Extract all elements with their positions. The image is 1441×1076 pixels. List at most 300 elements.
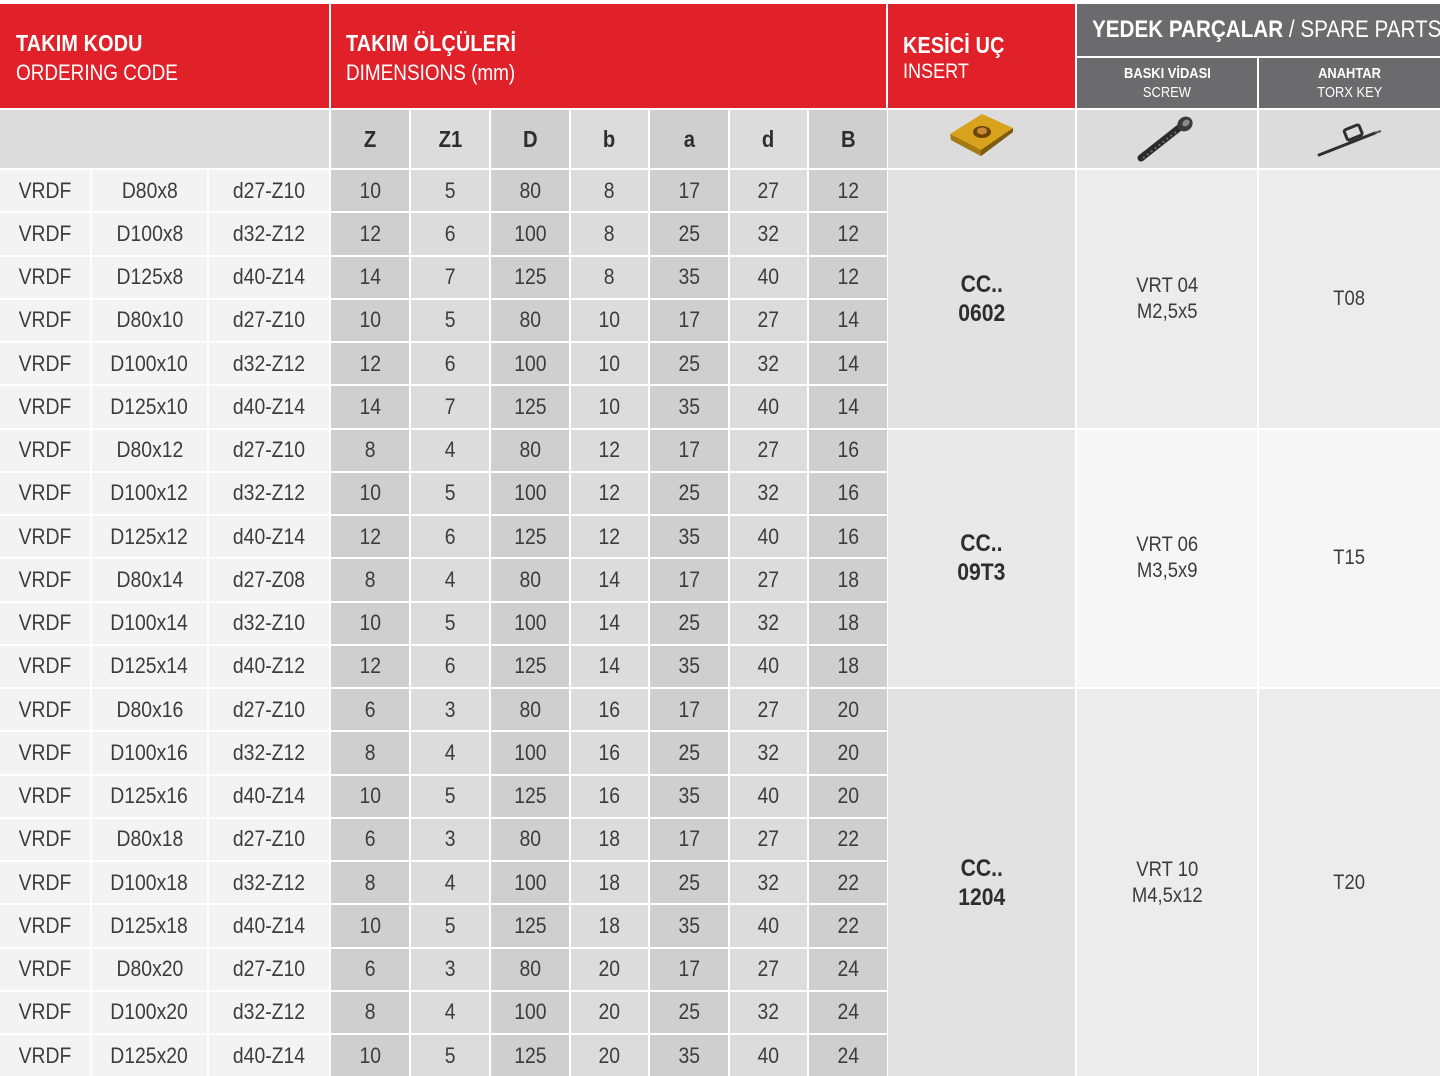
cell-value: D80x16 (116, 696, 183, 722)
cell-value: 125 (513, 393, 547, 419)
bore-teeth-cell (209, 732, 329, 773)
b-cell (571, 473, 648, 514)
cell-value: 16 (598, 783, 621, 809)
cell-value: D125x20 (110, 1042, 189, 1068)
cell-value: D80x8 (121, 177, 178, 203)
cell-value: 8 (364, 869, 376, 895)
d-upper-cell (491, 862, 569, 903)
a-cell (650, 603, 728, 644)
cell-value: d40-Z14 (232, 1042, 306, 1068)
cell-value: 8 (364, 999, 376, 1025)
a-cell (650, 689, 728, 730)
a-cell (650, 819, 728, 860)
cell-value: 35 (678, 523, 700, 549)
z-cell (331, 257, 409, 298)
cell-value: 100 (513, 999, 547, 1025)
d-lower-cell (730, 257, 807, 298)
cell-value: 4 (444, 999, 456, 1025)
cell-value: 125 (513, 523, 547, 549)
b-cell (571, 992, 648, 1033)
cell-value: 12 (359, 220, 381, 246)
b-upper-cell (809, 905, 887, 946)
cell-value: 5 (444, 783, 456, 809)
cell-value: 16 (598, 739, 621, 765)
diameter-cell (92, 257, 207, 298)
cell-value: D80x14 (116, 566, 183, 592)
cell-value: 17 (678, 696, 700, 722)
cell-value: 24 (837, 956, 859, 982)
cell-value: 10 (359, 783, 381, 809)
screw-icon-cell (1077, 110, 1257, 168)
cell-value: D125x16 (110, 783, 189, 809)
cell-value: 12 (837, 264, 859, 290)
ordering-code-blank-header (0, 110, 329, 168)
a-cell (650, 300, 728, 341)
insert-code-line-1: CC.. (960, 530, 1003, 558)
cell-value: d32-Z12 (232, 739, 306, 765)
cell-value: 25 (678, 869, 700, 895)
cell-value: 12 (598, 523, 621, 549)
series-cell (0, 776, 90, 817)
screw-code-line-1: VRT 06 (1136, 533, 1198, 557)
bore-teeth-cell (209, 559, 329, 600)
insert-header (888, 4, 1075, 108)
bore-teeth-cell (209, 516, 329, 557)
screw-title: BASKI VİDASI (1123, 65, 1211, 82)
cell-value: 35 (678, 393, 700, 419)
d-lower-cell (730, 516, 807, 557)
screw-header (1077, 58, 1257, 108)
cell-value: 22 (837, 869, 859, 895)
cell-value: VRDF (18, 999, 72, 1025)
a-cell (650, 992, 728, 1033)
screw-code-line-2: M4,5x12 (1131, 883, 1203, 907)
cell-value: 18 (837, 653, 859, 679)
diameter-cell (92, 430, 207, 471)
z-cell (331, 516, 409, 557)
cell-value: 40 (757, 912, 780, 938)
d-upper-cell (491, 603, 569, 644)
cell-value: 25 (678, 480, 700, 506)
z1-cell (411, 343, 489, 384)
d-upper-cell (491, 473, 569, 514)
d-upper-cell (491, 905, 569, 946)
cell-value: VRDF (18, 264, 72, 290)
d-lower-cell (730, 386, 807, 427)
z1-cell (411, 776, 489, 817)
column-header-label: Z (363, 125, 377, 152)
cell-value: 25 (678, 739, 700, 765)
cell-value: 80 (519, 696, 541, 722)
cell-value: VRDF (18, 566, 72, 592)
cell-value: d27-Z10 (232, 437, 306, 463)
insert-code-line-1: CC.. (960, 854, 1003, 882)
bore-teeth-cell (209, 1035, 329, 1076)
insert-code-line-2: 09T3 (957, 559, 1006, 587)
a-cell (650, 430, 728, 471)
cell-value: 20 (598, 999, 621, 1025)
diameter-cell (92, 603, 207, 644)
cell-value: 6 (364, 826, 376, 852)
a-cell (650, 732, 728, 773)
cell-value: D100x14 (110, 610, 189, 636)
cell-value: D80x12 (116, 437, 183, 463)
cell-value: D125x14 (110, 653, 189, 679)
cell-value: VRDF (18, 437, 72, 463)
z-cell (331, 300, 409, 341)
cell-value: 16 (598, 696, 621, 722)
column-header-label: Z1 (438, 125, 462, 152)
cell-value: 10 (359, 307, 381, 333)
cell-value: 5 (444, 307, 456, 333)
cell-value: 32 (757, 999, 780, 1025)
bore-teeth-cell (209, 862, 329, 903)
column-header-z1 (411, 110, 489, 168)
a-cell (650, 343, 728, 384)
diameter-cell (92, 905, 207, 946)
insert-title: KESİCİ UÇ (903, 32, 1005, 58)
z1-cell (411, 257, 489, 298)
b-cell (571, 430, 648, 471)
cell-value: d27-Z08 (232, 566, 306, 592)
cell-value: 125 (513, 912, 547, 938)
a-cell (650, 949, 728, 990)
diameter-cell (92, 646, 207, 687)
d-lower-cell (730, 819, 807, 860)
a-cell (650, 473, 728, 514)
cell-value: 80 (519, 826, 541, 852)
cell-value: D125x10 (110, 393, 189, 419)
cell-value: 10 (359, 912, 381, 938)
diameter-cell (92, 992, 207, 1033)
z1-cell (411, 603, 489, 644)
screw-group-cell (1077, 430, 1257, 688)
series-cell (0, 516, 90, 557)
cell-value: 4 (444, 566, 456, 592)
diameter-cell (92, 386, 207, 427)
cell-value: 125 (513, 653, 547, 679)
cell-value: 8 (604, 177, 615, 203)
z1-cell (411, 1035, 489, 1076)
cell-value: 18 (598, 826, 621, 852)
cell-value: 17 (678, 307, 700, 333)
d-upper-cell (491, 992, 569, 1033)
b-cell (571, 257, 648, 298)
cell-value: 6 (364, 956, 376, 982)
cell-value: 12 (598, 437, 621, 463)
series-cell (0, 386, 90, 427)
d-upper-cell (491, 559, 569, 600)
z-cell (331, 430, 409, 471)
spare-parts-separator: / (1283, 16, 1301, 43)
cell-value: 16 (837, 437, 859, 463)
b-upper-cell (809, 732, 887, 773)
d-upper-cell (491, 689, 569, 730)
cell-value: 3 (444, 956, 456, 982)
bore-teeth-cell (209, 343, 329, 384)
series-cell (0, 862, 90, 903)
series-cell (0, 257, 90, 298)
insert-code (958, 854, 1005, 912)
b-upper-cell (809, 300, 887, 341)
cell-value: 18 (837, 610, 859, 636)
key-title: ANAHTAR (1318, 65, 1381, 82)
cell-value: VRDF (18, 480, 72, 506)
z-cell (331, 819, 409, 860)
cell-value: 3 (444, 696, 456, 722)
cell-value: 27 (757, 177, 780, 203)
diameter-cell (92, 1035, 207, 1076)
insert-group-cell (888, 170, 1075, 428)
cell-value: 40 (757, 393, 780, 419)
ordering-code-header (0, 4, 329, 108)
d-lower-cell (730, 862, 807, 903)
cell-value: d32-Z12 (232, 220, 306, 246)
key-group-cell (1259, 170, 1440, 428)
cell-value: 6 (364, 696, 376, 722)
cell-value: 10 (598, 393, 621, 419)
cell-value: d32-Z12 (232, 480, 306, 506)
dimensions-header (331, 4, 886, 108)
cell-value: 4 (444, 739, 456, 765)
cell-value: 5 (444, 610, 456, 636)
cell-value: 40 (757, 783, 780, 809)
d-upper-cell (491, 257, 569, 298)
key-code: T08 (1333, 286, 1366, 310)
cell-value: 17 (678, 826, 700, 852)
cell-value: 16 (837, 523, 859, 549)
d-upper-cell (491, 1035, 569, 1076)
z-cell (331, 170, 409, 211)
series-cell (0, 992, 90, 1033)
d-lower-cell (730, 646, 807, 687)
series-cell (0, 213, 90, 254)
bore-teeth-cell (209, 949, 329, 990)
d-lower-cell (730, 603, 807, 644)
d-lower-cell (730, 343, 807, 384)
series-cell (0, 689, 90, 730)
cell-value: 14 (598, 566, 621, 592)
key-group-cell (1259, 430, 1440, 688)
cell-value: 16 (837, 480, 859, 506)
b-cell (571, 300, 648, 341)
cell-value: 40 (757, 523, 780, 549)
a-cell (650, 862, 728, 903)
cell-value: VRDF (18, 1042, 72, 1068)
d-lower-cell (730, 689, 807, 730)
torx-key-icon (1315, 119, 1385, 159)
diameter-cell (92, 819, 207, 860)
diameter-cell (92, 516, 207, 557)
cell-value: 20 (837, 696, 859, 722)
d-upper-cell (491, 213, 569, 254)
d-upper-cell (491, 300, 569, 341)
d-upper-cell (491, 430, 569, 471)
z-cell (331, 343, 409, 384)
cell-value: 27 (757, 566, 780, 592)
cell-value: D80x20 (116, 956, 183, 982)
column-header-label: D (522, 125, 538, 152)
cell-value: 40 (757, 653, 780, 679)
cell-value: 35 (678, 653, 700, 679)
d-upper-cell (491, 516, 569, 557)
diameter-cell (92, 300, 207, 341)
screw-code-line-2: M2,5x5 (1136, 299, 1198, 323)
b-cell (571, 213, 648, 254)
b-cell (571, 386, 648, 427)
b-upper-cell (809, 257, 887, 298)
cell-value: 10 (598, 350, 621, 376)
z-cell (331, 862, 409, 903)
diameter-cell (92, 559, 207, 600)
series-cell (0, 473, 90, 514)
ordering-code-subtitle: ORDERING CODE (16, 60, 178, 85)
cell-value: 18 (598, 912, 621, 938)
column-header-z (331, 110, 409, 168)
insert-code-line-2: 1204 (958, 883, 1005, 911)
z1-cell (411, 646, 489, 687)
screw-code-line-1: VRT 10 (1135, 857, 1198, 881)
b-upper-cell (809, 949, 887, 990)
d-lower-cell (730, 559, 807, 600)
cell-value: VRDF (18, 350, 72, 376)
z-cell (331, 776, 409, 817)
cell-value: 5 (444, 1042, 456, 1068)
cell-value: 27 (757, 696, 780, 722)
bore-teeth-cell (209, 170, 329, 211)
bore-teeth-cell (209, 257, 329, 298)
cell-value: 20 (598, 1042, 621, 1068)
d-lower-cell (730, 430, 807, 471)
b-upper-cell (809, 170, 887, 211)
a-cell (650, 905, 728, 946)
bore-teeth-cell (209, 819, 329, 860)
cell-value: d40-Z14 (232, 393, 306, 419)
cell-value: VRDF (18, 653, 72, 679)
spare-parts-subtitle: SPARE PARTS (1300, 16, 1441, 43)
d-upper-cell (491, 776, 569, 817)
screw-icon (1135, 114, 1199, 164)
d-lower-cell (730, 213, 807, 254)
cell-value: 6 (444, 653, 456, 679)
z-cell (331, 603, 409, 644)
cell-value: 5 (444, 480, 456, 506)
d-upper-cell (491, 819, 569, 860)
series-cell (0, 732, 90, 773)
screw-code (1136, 273, 1198, 325)
z1-cell (411, 819, 489, 860)
key-code: T20 (1333, 870, 1366, 894)
cell-value: 32 (757, 739, 780, 765)
cell-value: 6 (444, 220, 456, 246)
cell-value: VRDF (18, 610, 72, 636)
b-upper-cell (809, 862, 887, 903)
b-upper-cell (809, 343, 887, 384)
cell-value: VRDF (18, 869, 72, 895)
cell-value: d27-Z10 (232, 956, 306, 982)
cell-value: 35 (678, 264, 700, 290)
cell-value: D125x8 (116, 264, 183, 290)
z1-cell (411, 300, 489, 341)
diameter-cell (92, 689, 207, 730)
diameter-cell (92, 862, 207, 903)
b-cell (571, 603, 648, 644)
cell-value: VRDF (18, 177, 72, 203)
a-cell (650, 646, 728, 687)
cell-value: 7 (444, 393, 456, 419)
bore-teeth-cell (209, 776, 329, 817)
cell-value: 14 (598, 653, 621, 679)
cell-value: 32 (757, 480, 780, 506)
dimensions-subtitle: DIMENSIONS (mm) (346, 60, 516, 85)
cell-value: VRDF (18, 523, 72, 549)
screw-code-line-1: VRT 04 (1136, 273, 1198, 297)
b-cell (571, 862, 648, 903)
series-cell (0, 343, 90, 384)
cell-value: 25 (678, 220, 700, 246)
b-upper-cell (809, 386, 887, 427)
cell-value: 14 (837, 350, 859, 376)
z1-cell (411, 430, 489, 471)
cell-value: VRDF (18, 393, 72, 419)
screw-code (1136, 532, 1198, 584)
b-upper-cell (809, 559, 887, 600)
cell-value: D100x20 (110, 999, 189, 1025)
z-cell (331, 949, 409, 990)
cell-value: 27 (757, 437, 780, 463)
cell-value: d40-Z14 (232, 264, 306, 290)
cell-value: 35 (678, 912, 700, 938)
cell-value: 20 (837, 739, 859, 765)
cell-value: d40-Z12 (232, 653, 306, 679)
cell-value: 125 (513, 783, 547, 809)
series-cell (0, 1035, 90, 1076)
b-upper-cell (809, 646, 887, 687)
cell-value: 17 (678, 956, 700, 982)
cell-value: 8 (364, 739, 376, 765)
b-upper-cell (809, 689, 887, 730)
cell-value: 35 (678, 783, 700, 809)
z-cell (331, 905, 409, 946)
b-upper-cell (809, 819, 887, 860)
key-group-cell (1259, 689, 1440, 1076)
d-lower-cell (730, 473, 807, 514)
cell-value: 80 (519, 177, 541, 203)
cell-value: 125 (513, 264, 547, 290)
cell-value: 32 (757, 869, 780, 895)
z1-cell (411, 689, 489, 730)
cell-value: 27 (757, 956, 780, 982)
bore-teeth-cell (209, 300, 329, 341)
b-cell (571, 343, 648, 384)
cell-value: d32-Z10 (232, 610, 306, 636)
spare-parts-title: YEDEK PARÇALAR (1092, 16, 1284, 43)
z1-cell (411, 732, 489, 773)
diameter-cell (92, 732, 207, 773)
cell-value: d32-Z12 (232, 869, 306, 895)
column-header-label: b (603, 125, 616, 152)
b-upper-cell (809, 430, 887, 471)
z-cell (331, 386, 409, 427)
insert-group-cell (888, 430, 1075, 688)
cell-value: 10 (359, 480, 381, 506)
cell-value: 18 (598, 869, 621, 895)
d-lower-cell (730, 732, 807, 773)
cell-value: 17 (678, 177, 700, 203)
insert-code-line-1: CC.. (960, 270, 1003, 298)
cell-value: 20 (598, 956, 621, 982)
cell-value: D100x8 (116, 220, 183, 246)
